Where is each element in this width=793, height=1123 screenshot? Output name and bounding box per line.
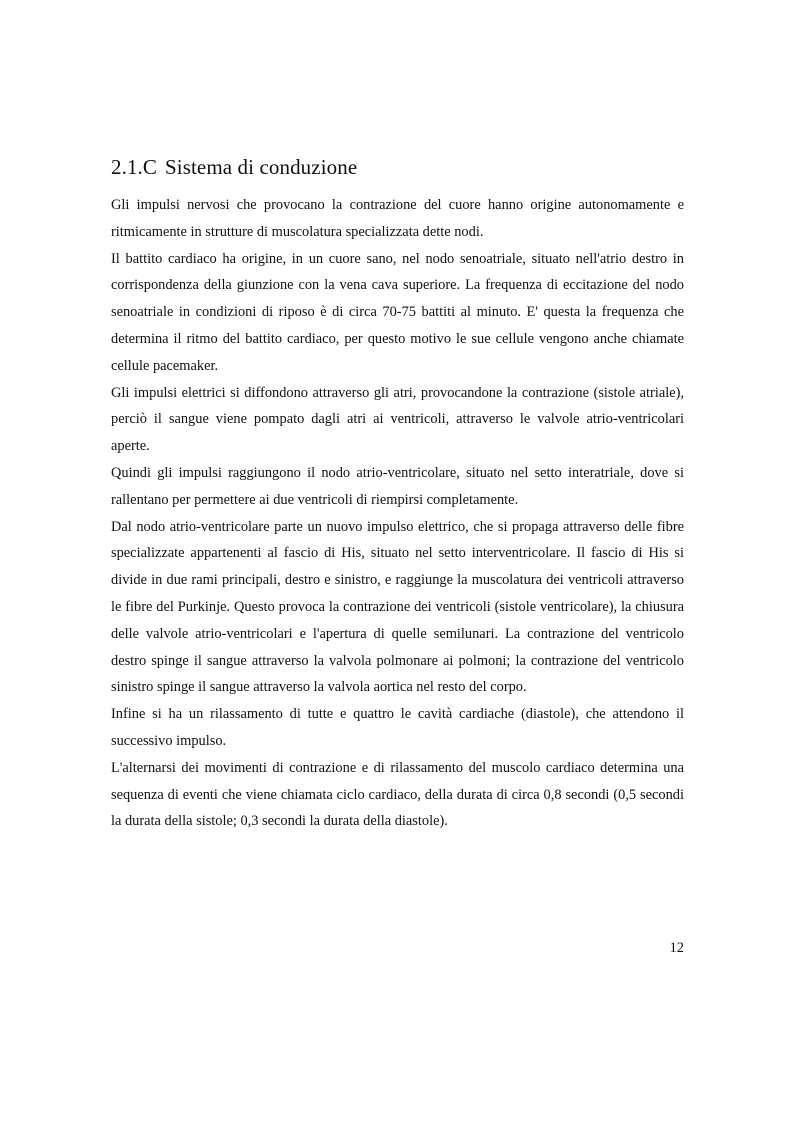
section-heading bbox=[111, 152, 684, 182]
paragraph-his-purkinje: Dal nodo atrio-ventricolare parte un nuovo impulso elettrico, che si propaga attraverso delle fibre specializzate appartenenti al fascio di His, situato nel setto interventricolare. Il fascio di His si divide in due rami principali, destro e sinistro, e raggiunge la muscolatura dei ventricoli attraverso le fibre del Purkinje. Questo provoca la contrazione dei ventricoli (sistole ventricolare), la chiusura delle valvole atrio-ventricolari e l'apertura di quelle semilunari. La contrazione del ventricolo destro spinge il sangue attraverso la valvola polmonare ai polmoni; la contrazione del ventricolo sinistro spinge il sangue attraverso la valvola aortica nel resto del corpo. bbox=[111, 518, 684, 696]
paragraph-sinoatrial-node: Il battito cardiaco ha origine, in un cuore sano, nel nodo senoatriale, situato nell'atrio destro in corrispondenza della giunzione con la vena cava superiore. La frequenza di eccitazione del nodo senoatriale in condizioni di riposo è di circa 70-75 battiti al minuto. E' questa la frequenza che determina il ritmo del battito cardiaco, per questo motivo le sue cellule vengono anche chiamate cellule pacemaker. bbox=[111, 250, 684, 374]
paragraph-impulse-origin: Gli impulsi nervosi che provocano la contrazione del cuore hanno origine autonomamente e ritmicamente in strutture di muscolatura specializzata dette nodi. bbox=[111, 197, 684, 240]
paragraph-diastole: Infine si ha un rilassamento di tutte e quattro le cavità cardiache (diastole), che attendono il successivo impulso. bbox=[111, 706, 684, 749]
section-number: 2.1.C bbox=[111, 155, 158, 179]
paragraph-atrial-systole: Gli impulsi elettrici si diffondono attraverso gli atri, provocandone la contrazione (sistole atriale), perciò il sangue viene pompato dagli atri ai ventricoli, attraverso le valvole atrio-ventricolari aperte. bbox=[111, 384, 684, 455]
page-number: 12 bbox=[669, 940, 684, 956]
paragraph-atrioventricular-node: Quindi gli impulsi raggiungono il nodo atrio-ventricolare, situato nel setto interatriale, dove si rallentano per permettere ai due ventricoli di riempirsi completamente. bbox=[111, 464, 684, 508]
page-content bbox=[111, 152, 684, 835]
paragraph-cardiac-cycle: L'alternarsi dei movimenti di contrazione e di rilassamento del muscolo cardiaco determina una sequenza di eventi che viene chiamata ciclo cardiaco, della durata di circa 0,8 secondi (0,5 secondi la durata della sistole; 0,3 secondi la durata della diastole). bbox=[111, 759, 684, 830]
section-title: Sistema di conduzione bbox=[165, 155, 358, 179]
